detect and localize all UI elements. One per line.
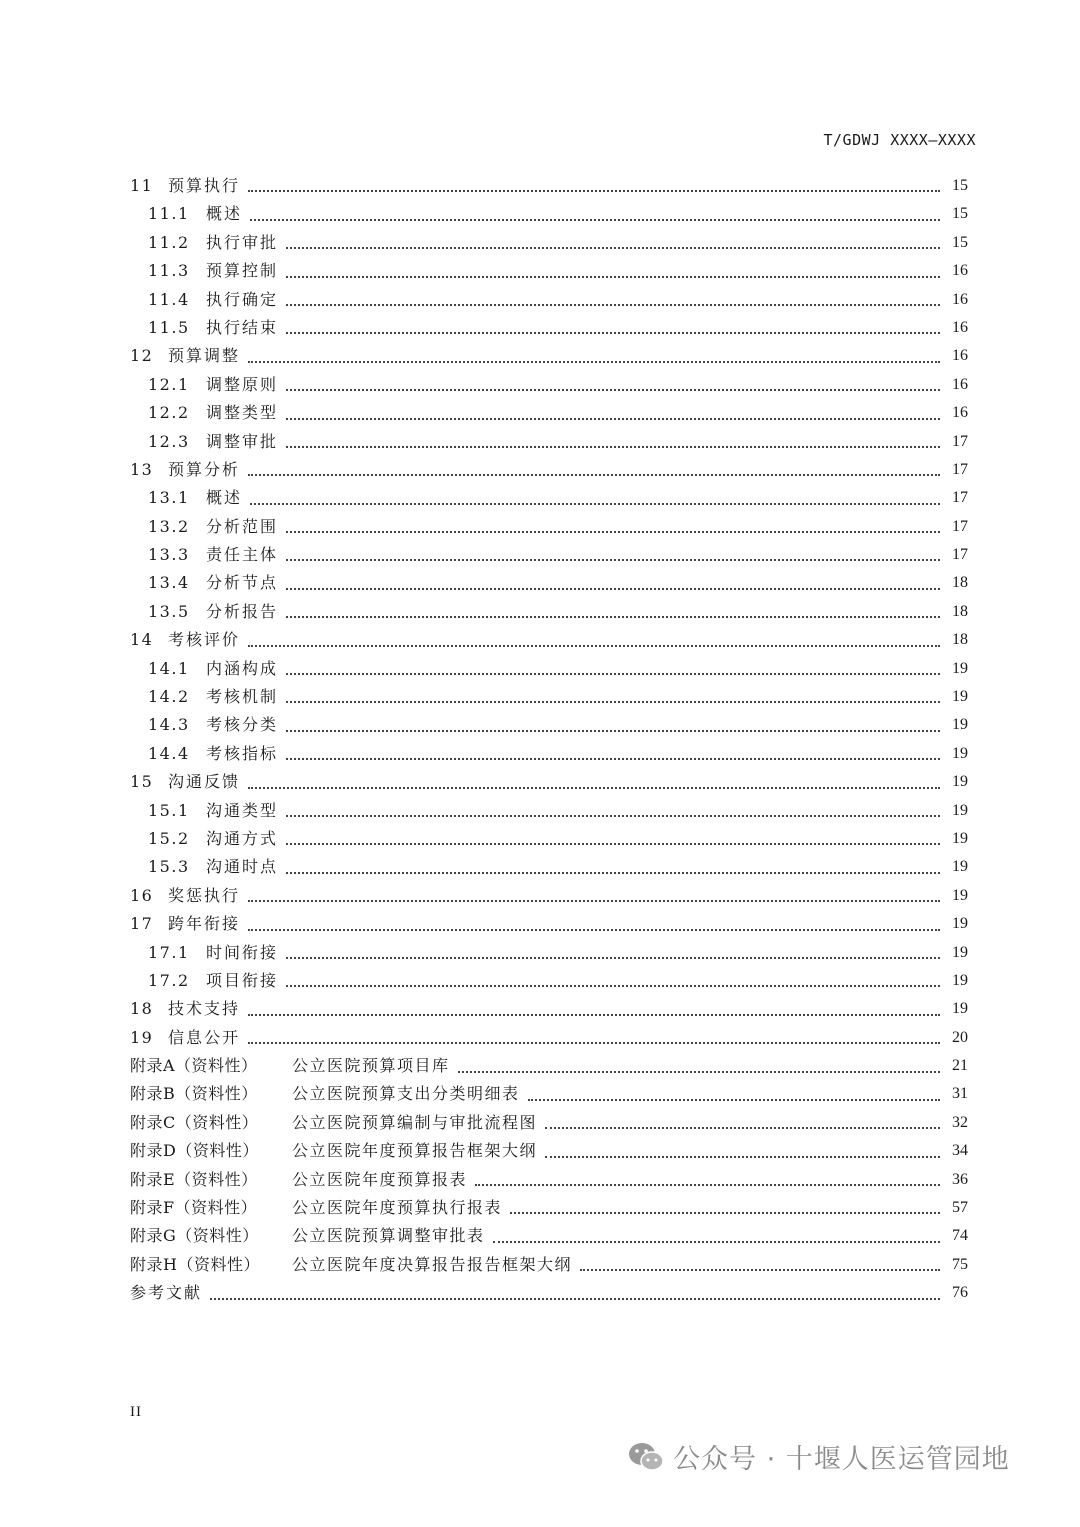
toc-number: 18 [130, 999, 154, 1019]
toc-number: 13.5 [148, 601, 190, 621]
toc-page: 19 [952, 773, 968, 791]
toc-page: 19 [952, 716, 968, 734]
toc-title: 跨年衔接 [168, 914, 241, 934]
dot-leader [286, 559, 940, 561]
toc-entry[interactable] [130, 569, 968, 597]
dot-leader [286, 332, 940, 334]
dot-leader [286, 304, 940, 306]
dot-leader [286, 389, 940, 391]
toc-page: 19 [952, 659, 968, 677]
toc-title: 考核指标 [206, 743, 279, 763]
appendix-entry[interactable] [130, 1052, 968, 1080]
toc-page: 19 [952, 829, 968, 847]
toc-number: 11.4 [148, 289, 190, 309]
toc-number: 13.4 [148, 573, 190, 593]
appendix-label: 附录F（资料性） [130, 1198, 258, 1218]
toc-number: 13.1 [148, 488, 190, 508]
dot-leader [248, 361, 940, 363]
dot-leader [475, 1184, 940, 1186]
toc-entry[interactable] [130, 740, 968, 768]
toc-number: 17.2 [148, 970, 190, 990]
toc-page: 16 [952, 404, 968, 422]
toc-title: 预算分析 [168, 459, 241, 479]
toc-page: 19 [952, 858, 968, 876]
toc-entry[interactable] [130, 853, 968, 881]
appendix-title: 公立医院预算项目库 [292, 1056, 450, 1076]
toc-page: 16 [952, 347, 968, 365]
toc-title: 时间衔接 [206, 942, 279, 962]
toc-page: 17 [952, 432, 968, 450]
toc-entry[interactable] [130, 967, 968, 995]
toc-title: 调整审批 [206, 431, 279, 451]
toc-number: 11.1 [148, 204, 190, 224]
dot-leader [286, 418, 940, 420]
toc-number: 12.2 [148, 403, 190, 423]
dot-leader [286, 247, 940, 249]
toc-title: 执行结束 [206, 317, 279, 337]
toc-title: 沟通时点 [206, 857, 279, 877]
appendix-entry[interactable] [130, 1194, 968, 1222]
toc-title: 沟通方式 [206, 828, 279, 848]
toc-page: 17 [952, 460, 968, 478]
dot-leader [458, 1071, 940, 1073]
appendix-title: 公立医院年度预算执行报表 [292, 1198, 503, 1218]
toc-page: 18 [952, 602, 968, 620]
references-title: 参考文献 [130, 1283, 203, 1303]
toc-title: 执行确定 [206, 289, 279, 309]
appendix-title: 公立医院年度预算报告框架大纲 [292, 1141, 538, 1161]
dot-leader [210, 1298, 940, 1300]
toc-page: 17 [952, 546, 968, 564]
toc-entry[interactable] [130, 484, 968, 512]
toc-page: 16 [952, 318, 968, 336]
toc-title: 考核评价 [168, 630, 241, 650]
toc-number: 11.3 [148, 261, 190, 281]
toc-title: 预算执行 [168, 175, 241, 195]
dot-leader [528, 1099, 940, 1101]
dot-leader [248, 1014, 940, 1016]
toc-number: 11 [130, 175, 154, 195]
dot-leader [248, 787, 940, 789]
toc-entry[interactable] [130, 683, 968, 711]
appendix-label: 附录C（资料性） [130, 1112, 259, 1132]
toc-entry[interactable] [130, 428, 968, 456]
toc-entry[interactable] [130, 513, 968, 541]
appendix-title: 公立医院年度预算报表 [292, 1169, 468, 1189]
toc-entry[interactable] [130, 626, 968, 654]
toc-entry[interactable] [130, 399, 968, 427]
toc-page: 18 [952, 631, 968, 649]
references-page: 76 [952, 1284, 968, 1302]
toc-entry[interactable] [130, 598, 968, 626]
toc-title: 概述 [206, 204, 243, 224]
toc-page: 19 [952, 971, 968, 989]
dot-leader [248, 190, 940, 192]
appendix-entry[interactable] [130, 1109, 968, 1137]
toc-page: 15 [952, 233, 968, 251]
toc-number: 17.1 [148, 942, 190, 962]
dot-leader [286, 446, 940, 448]
toc-entry[interactable] [130, 711, 968, 739]
toc-page: 19 [952, 943, 968, 961]
appendix-page: 34 [952, 1142, 968, 1160]
dot-leader [248, 1042, 940, 1044]
dot-leader [286, 843, 940, 845]
toc-number: 13.3 [148, 545, 190, 565]
toc-entry[interactable] [130, 286, 968, 314]
dot-leader [493, 1241, 940, 1243]
toc-number: 17 [130, 914, 154, 934]
toc-page: 17 [952, 517, 968, 535]
toc-number: 14.2 [148, 687, 190, 707]
toc-number: 14.3 [148, 715, 190, 735]
appendix-entry[interactable] [130, 1137, 968, 1165]
toc-number: 11.2 [148, 232, 190, 252]
toc-page: 19 [952, 1000, 968, 1018]
appendix-label: 附录D（资料性） [130, 1141, 259, 1161]
appendix-label: 附录A（资料性） [130, 1056, 258, 1076]
document-code: T/GDWJ XXXX—XXXX [823, 131, 976, 149]
toc-number: 15.3 [148, 857, 190, 877]
dot-leader [286, 701, 940, 703]
toc-title: 调整类型 [206, 403, 279, 423]
toc-page: 19 [952, 744, 968, 762]
toc-number: 15 [130, 772, 154, 792]
toc-title: 分析范围 [206, 516, 279, 536]
toc-title: 预算调整 [168, 346, 241, 366]
appendix-entry[interactable] [130, 1081, 968, 1109]
toc-number: 12.1 [148, 374, 190, 394]
page-number: II [130, 1404, 142, 1420]
dot-leader [250, 219, 940, 221]
toc-entry[interactable] [130, 768, 968, 796]
toc-page: 20 [952, 1028, 968, 1046]
appendix-entry[interactable] [130, 1251, 968, 1279]
toc-title: 沟通类型 [206, 800, 279, 820]
appendix-page: 31 [952, 1085, 968, 1103]
toc-number: 15.1 [148, 800, 190, 820]
toc-page: 17 [952, 489, 968, 507]
toc-entry[interactable] [130, 456, 968, 484]
appendix-page: 21 [952, 1057, 968, 1075]
dot-leader [286, 531, 940, 533]
toc-number: 11.5 [148, 317, 190, 337]
toc-page: 19 [952, 915, 968, 933]
toc-number: 13.2 [148, 516, 190, 536]
dot-leader [286, 815, 940, 817]
appendix-page: 36 [952, 1170, 968, 1188]
toc-title: 沟通反馈 [168, 772, 241, 792]
appendix-label: 附录G（资料性） [130, 1226, 259, 1246]
toc-entry[interactable] [130, 371, 968, 399]
toc-title: 分析节点 [206, 573, 279, 593]
toc-page: 19 [952, 886, 968, 904]
toc-title: 项目衔接 [206, 970, 279, 990]
toc-number: 12.3 [148, 431, 190, 451]
toc-page: 16 [952, 375, 968, 393]
dot-leader [545, 1127, 940, 1129]
dot-leader [545, 1156, 940, 1158]
appendix-page: 75 [952, 1255, 968, 1273]
table-of-contents [130, 172, 968, 1308]
toc-title: 奖惩执行 [168, 885, 241, 905]
toc-title: 考核机制 [206, 687, 279, 707]
dot-leader [248, 474, 940, 476]
toc-number: 13 [130, 459, 154, 479]
toc-page: 16 [952, 290, 968, 308]
toc-title: 执行审批 [206, 232, 279, 252]
toc-number: 14 [130, 630, 154, 650]
toc-title: 调整原则 [206, 374, 279, 394]
dot-leader [250, 503, 940, 505]
dot-leader [248, 900, 940, 902]
watermark [627, 1437, 1010, 1476]
toc-page: 19 [952, 688, 968, 706]
toc-page: 18 [952, 574, 968, 592]
toc-entry[interactable] [130, 939, 968, 967]
toc-number: 12 [130, 346, 154, 366]
toc-title: 分析报告 [206, 601, 279, 621]
appendix-title: 公立医院预算支出分类明细表 [292, 1084, 520, 1104]
dot-leader [510, 1212, 940, 1214]
toc-entry[interactable] [130, 825, 968, 853]
dot-leader [580, 1269, 940, 1271]
appendix-page: 74 [952, 1227, 968, 1245]
toc-page: 15 [952, 176, 968, 194]
dot-leader [286, 872, 940, 874]
toc-entry[interactable] [130, 229, 968, 257]
toc-number: 14.1 [148, 658, 190, 678]
toc-entry[interactable] [130, 797, 968, 825]
wechat-icon [627, 1441, 665, 1473]
toc-entry[interactable] [130, 1024, 968, 1052]
toc-entry[interactable] [130, 342, 968, 370]
toc-number: 16 [130, 885, 154, 905]
toc-page: 16 [952, 262, 968, 280]
references-entry[interactable] [130, 1279, 968, 1307]
toc-entry[interactable] [130, 314, 968, 342]
appendix-label: 附录B（资料性） [130, 1084, 258, 1104]
toc-title: 概述 [206, 488, 243, 508]
toc-title: 信息公开 [168, 1027, 241, 1047]
toc-entry[interactable] [130, 200, 968, 228]
appendix-title: 公立医院年度决算报告报告框架大纲 [292, 1254, 573, 1274]
toc-entry[interactable] [130, 655, 968, 683]
dot-leader [286, 730, 940, 732]
watermark-text: 公众号 · 十堰人医运管园地 [673, 1444, 1010, 1475]
toc-title: 责任主体 [206, 545, 279, 565]
toc-entry[interactable] [130, 910, 968, 938]
dot-leader [286, 588, 940, 590]
appendix-page: 57 [952, 1199, 968, 1217]
appendix-label: 附录H（资料性） [130, 1254, 260, 1274]
appendix-entry[interactable] [130, 1166, 968, 1194]
toc-entry[interactable] [130, 541, 968, 569]
appendix-page: 32 [952, 1113, 968, 1131]
dot-leader [286, 616, 940, 618]
toc-entry[interactable] [130, 882, 968, 910]
toc-title: 考核分类 [206, 715, 279, 735]
toc-number: 14.4 [148, 743, 190, 763]
dot-leader [248, 929, 940, 931]
dot-leader [286, 957, 940, 959]
toc-entry[interactable] [130, 995, 968, 1023]
toc-number: 19 [130, 1027, 154, 1047]
dot-leader [286, 985, 940, 987]
toc-entry[interactable] [130, 172, 968, 200]
appendix-label: 附录E（资料性） [130, 1169, 258, 1189]
appendix-entry[interactable] [130, 1222, 968, 1250]
dot-leader [286, 276, 940, 278]
toc-title: 预算控制 [206, 261, 279, 281]
toc-entry[interactable] [130, 257, 968, 285]
toc-page: 19 [952, 801, 968, 819]
toc-title: 技术支持 [168, 999, 241, 1019]
toc-number: 15.2 [148, 828, 190, 848]
toc-page: 15 [952, 205, 968, 223]
appendix-title: 公立医院预算编制与审批流程图 [292, 1112, 538, 1132]
toc-title: 内涵构成 [206, 658, 279, 678]
appendix-title: 公立医院预算调整审批表 [292, 1226, 485, 1246]
dot-leader [248, 645, 940, 647]
dot-leader [286, 758, 940, 760]
dot-leader [286, 673, 940, 675]
